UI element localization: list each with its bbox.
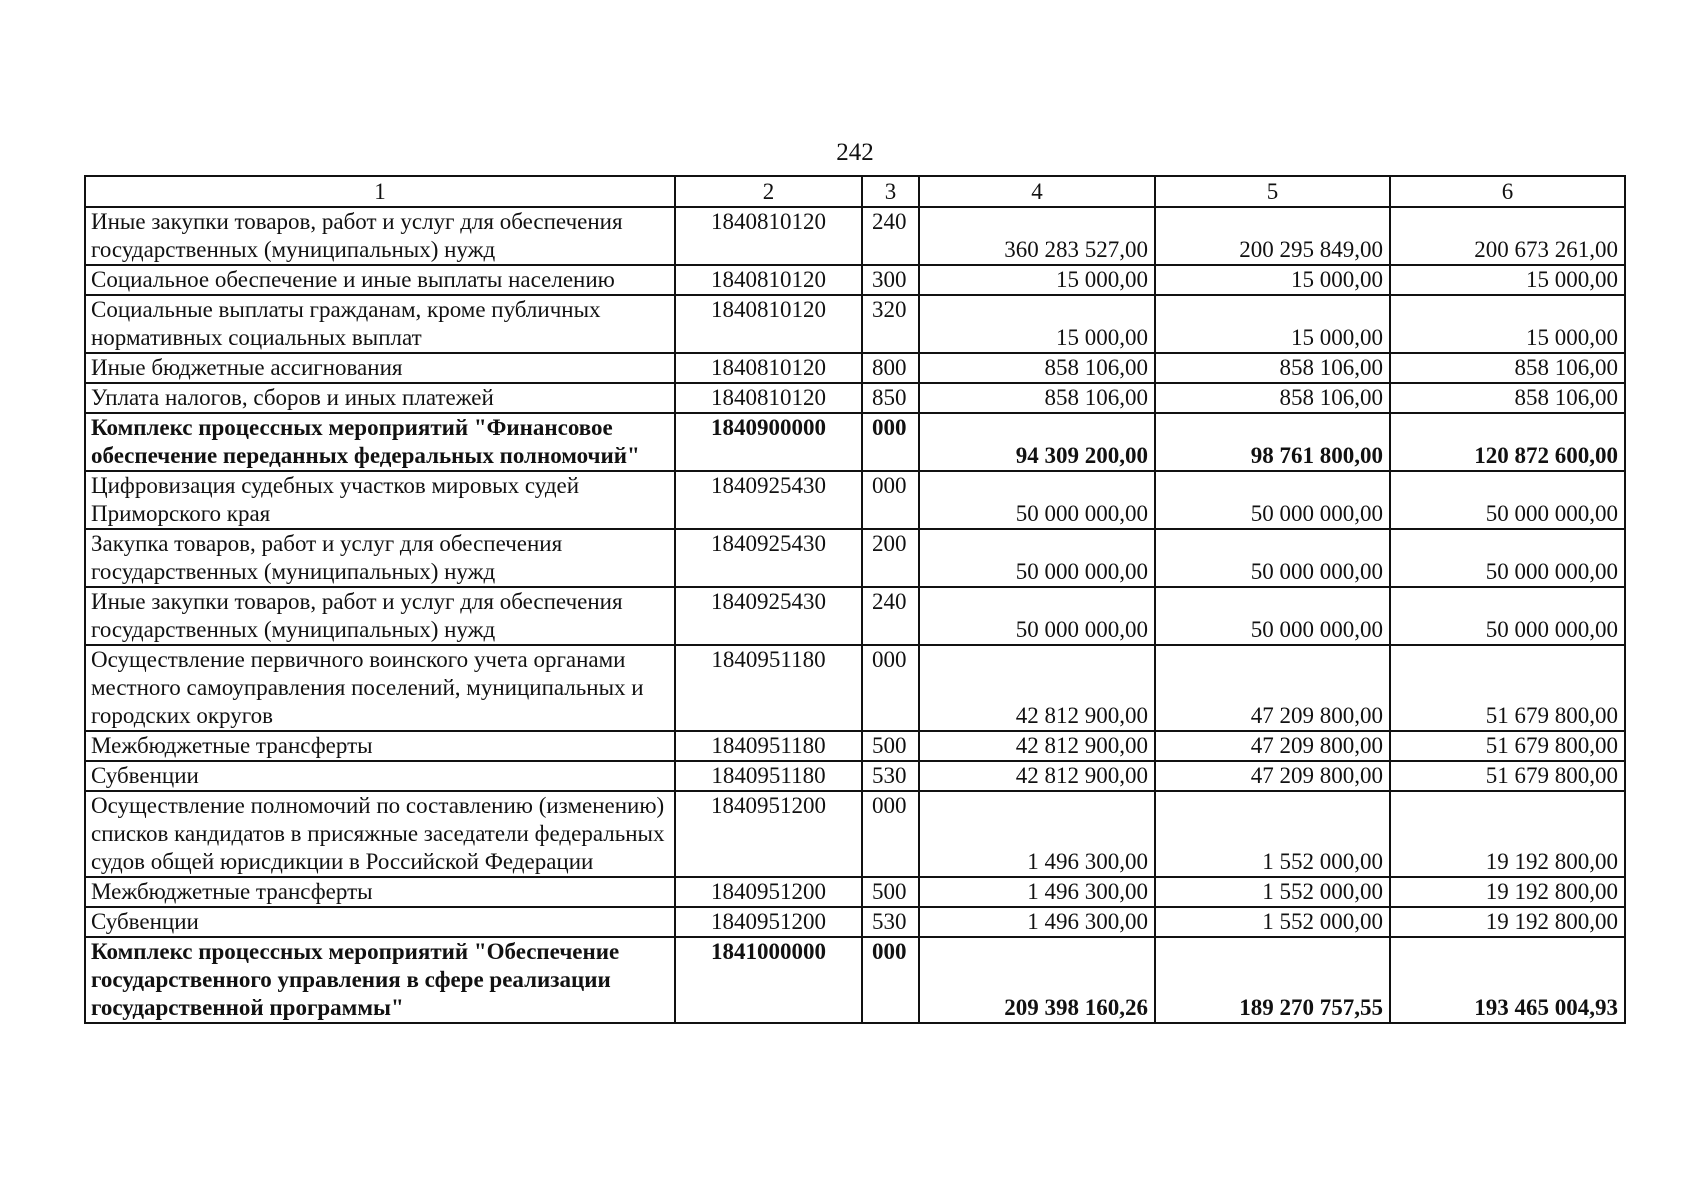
table-row (85, 353, 1625, 383)
target-code-cell: 1840925430 (675, 529, 862, 587)
amount-cell-5: 858 106,00 (1155, 383, 1390, 413)
row-name-cell: Социальное обеспечение и иные выплаты населению (85, 265, 675, 295)
amount-cell-6: 50 000 000,00 (1390, 529, 1625, 587)
amount-cell-5: 200 295 849,00 (1155, 207, 1390, 265)
amount-cell-6: 51 679 800,00 (1390, 731, 1625, 761)
column-header: 1 (85, 176, 675, 207)
row-name-cell: Иные закупки товаров, работ и услуг для обеспечения государственных (муниципальных) нужд (85, 587, 675, 645)
table-row (85, 645, 1625, 731)
amount-cell-5: 47 209 800,00 (1155, 761, 1390, 791)
amount-cell-6: 193 465 004,93 (1390, 937, 1625, 1023)
target-code-cell: 1840810120 (675, 295, 862, 353)
target-code-cell: 1840900000 (675, 413, 862, 471)
amount-cell-4: 50 000 000,00 (919, 471, 1155, 529)
target-code-cell: 1840810120 (675, 207, 862, 265)
expense-type-cell: 320 (862, 295, 919, 353)
amount-cell-6: 50 000 000,00 (1390, 471, 1625, 529)
expense-type-cell: 850 (862, 383, 919, 413)
row-name-cell: Уплата налогов, сборов и иных платежей (85, 383, 675, 413)
page-number: 242 (836, 139, 874, 166)
expense-type-cell: 500 (862, 877, 919, 907)
expense-type-cell: 000 (862, 645, 919, 731)
row-name-cell: Комплекс процессных мероприятий "Обеспечение государственного управления в сфере реализации государственной программы" (85, 937, 675, 1023)
amount-cell-5: 50 000 000,00 (1155, 587, 1390, 645)
column-header: 2 (675, 176, 862, 207)
amount-cell-6: 50 000 000,00 (1390, 587, 1625, 645)
amount-cell-6: 51 679 800,00 (1390, 645, 1625, 731)
expense-type-cell: 000 (862, 471, 919, 529)
expense-type-cell: 000 (862, 413, 919, 471)
table-row (85, 937, 1625, 1023)
expense-type-cell: 240 (862, 207, 919, 265)
target-code-cell: 1841000000 (675, 937, 862, 1023)
amount-cell-4: 42 812 900,00 (919, 731, 1155, 761)
table-row (85, 413, 1625, 471)
expense-type-cell: 800 (862, 353, 919, 383)
target-code-cell: 1840810120 (675, 265, 862, 295)
row-name-cell: Социальные выплаты гражданам, кроме публичных нормативных социальных выплат (85, 295, 675, 353)
amount-cell-5: 50 000 000,00 (1155, 529, 1390, 587)
row-name-cell: Иные бюджетные ассигнования (85, 353, 675, 383)
amount-cell-4: 1 496 300,00 (919, 907, 1155, 937)
amount-cell-4: 1 496 300,00 (919, 877, 1155, 907)
target-code-cell: 1840951180 (675, 731, 862, 761)
table-row (85, 265, 1625, 295)
amount-cell-6: 19 192 800,00 (1390, 877, 1625, 907)
amount-cell-6: 15 000,00 (1390, 265, 1625, 295)
target-code-cell: 1840810120 (675, 353, 862, 383)
amount-cell-5: 1 552 000,00 (1155, 791, 1390, 877)
amount-cell-6: 19 192 800,00 (1390, 791, 1625, 877)
row-name-cell: Иные закупки товаров, работ и услуг для обеспечения государственных (муниципальных) нужд (85, 207, 675, 265)
amount-cell-6: 19 192 800,00 (1390, 907, 1625, 937)
budget-table (84, 175, 1626, 1024)
row-name-cell: Цифровизация судебных участков мировых судей Приморского края (85, 471, 675, 529)
table-row (85, 383, 1625, 413)
expense-type-cell: 000 (862, 937, 919, 1023)
table-row (85, 207, 1625, 265)
table-row (85, 791, 1625, 877)
expense-type-cell: 530 (862, 907, 919, 937)
column-header: 4 (919, 176, 1155, 207)
amount-cell-5: 98 761 800,00 (1155, 413, 1390, 471)
amount-cell-4: 15 000,00 (919, 265, 1155, 295)
expense-type-cell: 300 (862, 265, 919, 295)
expense-type-cell: 000 (862, 791, 919, 877)
amount-cell-4: 50 000 000,00 (919, 529, 1155, 587)
amount-cell-4: 360 283 527,00 (919, 207, 1155, 265)
amount-cell-4: 50 000 000,00 (919, 587, 1155, 645)
expense-type-cell: 240 (862, 587, 919, 645)
target-code-cell: 1840951200 (675, 791, 862, 877)
amount-cell-4: 42 812 900,00 (919, 645, 1155, 731)
amount-cell-6: 858 106,00 (1390, 383, 1625, 413)
amount-cell-5: 15 000,00 (1155, 295, 1390, 353)
amount-cell-5: 1 552 000,00 (1155, 907, 1390, 937)
amount-cell-5: 50 000 000,00 (1155, 471, 1390, 529)
amount-cell-6: 120 872 600,00 (1390, 413, 1625, 471)
amount-cell-4: 1 496 300,00 (919, 791, 1155, 877)
expense-type-cell: 500 (862, 731, 919, 761)
target-code-cell: 1840951200 (675, 907, 862, 937)
amount-cell-4: 42 812 900,00 (919, 761, 1155, 791)
amount-cell-4: 94 309 200,00 (919, 413, 1155, 471)
amount-cell-6: 51 679 800,00 (1390, 761, 1625, 791)
table-row (85, 761, 1625, 791)
row-name-cell: Межбюджетные трансферты (85, 877, 675, 907)
target-code-cell: 1840810120 (675, 383, 862, 413)
target-code-cell: 1840951180 (675, 645, 862, 731)
amount-cell-5: 47 209 800,00 (1155, 645, 1390, 731)
amount-cell-4: 858 106,00 (919, 353, 1155, 383)
table-row (85, 587, 1625, 645)
table-row (85, 529, 1625, 587)
target-code-cell: 1840951180 (675, 761, 862, 791)
column-header: 5 (1155, 176, 1390, 207)
table-row (85, 295, 1625, 353)
row-name-cell: Осуществление полномочий по составлению (изменению) списков кандидатов в присяжные заседатели федеральных судов общей юрисдикции в Российской Федерации (85, 791, 675, 877)
target-code-cell: 1840925430 (675, 471, 862, 529)
table-row (85, 471, 1625, 529)
amount-cell-6: 15 000,00 (1390, 295, 1625, 353)
amount-cell-6: 200 673 261,00 (1390, 207, 1625, 265)
target-code-cell: 1840951200 (675, 877, 862, 907)
amount-cell-5: 1 552 000,00 (1155, 877, 1390, 907)
row-name-cell: Закупка товаров, работ и услуг для обеспечения государственных (муниципальных) нужд (85, 529, 675, 587)
amount-cell-5: 47 209 800,00 (1155, 731, 1390, 761)
table-row (85, 877, 1625, 907)
amount-cell-5: 15 000,00 (1155, 265, 1390, 295)
table-row (85, 731, 1625, 761)
row-name-cell: Осуществление первичного воинского учета органами местного самоуправления поселений, муниципальных и городских округов (85, 645, 675, 731)
expense-type-cell: 200 (862, 529, 919, 587)
amount-cell-5: 858 106,00 (1155, 353, 1390, 383)
amount-cell-4: 858 106,00 (919, 383, 1155, 413)
target-code-cell: 1840925430 (675, 587, 862, 645)
table-row (85, 907, 1625, 937)
expense-type-cell: 530 (862, 761, 919, 791)
table-header-row (85, 176, 1625, 207)
amount-cell-6: 858 106,00 (1390, 353, 1625, 383)
amount-cell-4: 15 000,00 (919, 295, 1155, 353)
row-name-cell: Комплекс процессных мероприятий "Финансовое обеспечение переданных федеральных полномочий" (85, 413, 675, 471)
column-header: 6 (1390, 176, 1625, 207)
amount-cell-5: 189 270 757,55 (1155, 937, 1390, 1023)
amount-cell-4: 209 398 160,26 (919, 937, 1155, 1023)
row-name-cell: Субвенции (85, 907, 675, 937)
column-header: 3 (862, 176, 919, 207)
row-name-cell: Межбюджетные трансферты (85, 731, 675, 761)
row-name-cell: Субвенции (85, 761, 675, 791)
